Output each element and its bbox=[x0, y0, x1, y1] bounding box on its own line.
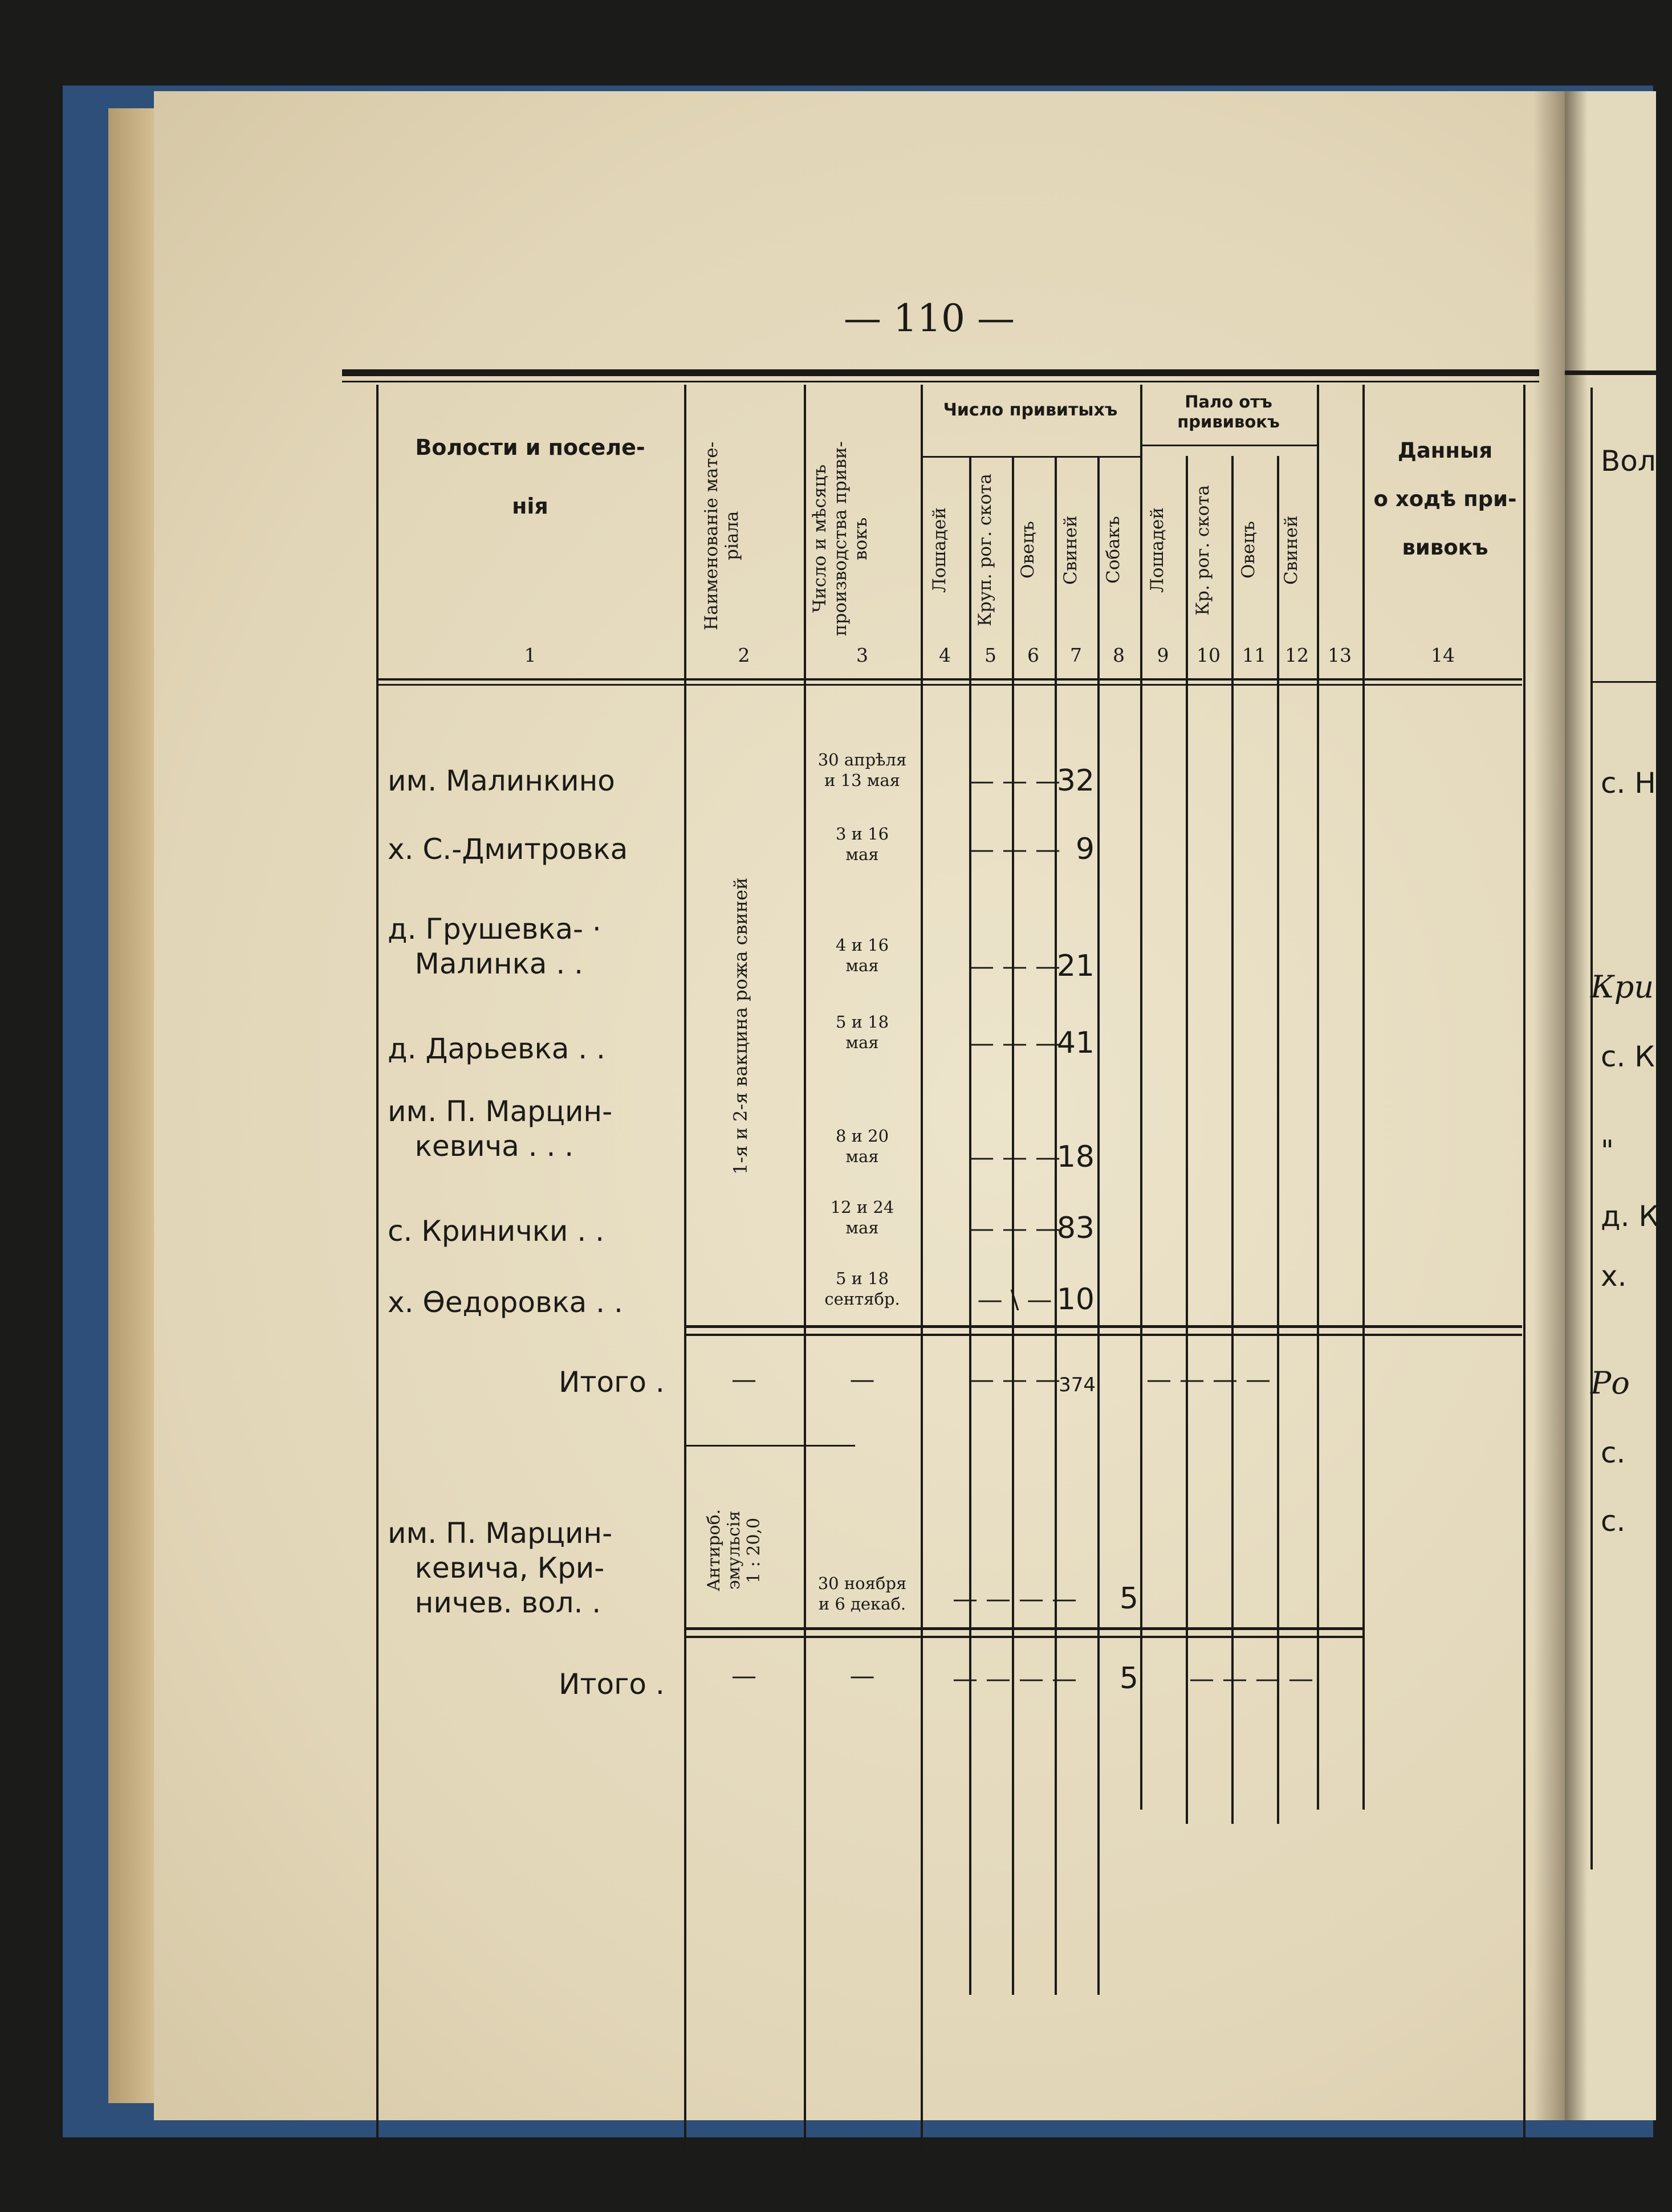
right-page-item: с. bbox=[1601, 1505, 1626, 1538]
row-dashes: — — — bbox=[969, 1143, 1060, 1172]
colnum-3: 3 bbox=[856, 644, 868, 666]
page-number: — 110 — bbox=[844, 296, 1015, 340]
right-page-item: х. bbox=[1601, 1260, 1627, 1293]
colnum-14: 14 bbox=[1431, 644, 1455, 666]
right-page-item: д. К bbox=[1601, 1200, 1659, 1233]
row-pigs: 21 bbox=[1056, 949, 1095, 983]
row-dashes: — — — bbox=[969, 835, 1060, 864]
total2-date: — bbox=[849, 1661, 875, 1690]
header-data: Данныя о ходѣ при- вивокъ bbox=[1373, 438, 1517, 560]
group2-dogs: 5 bbox=[1119, 1582, 1138, 1616]
row-dashes: — \ — bbox=[977, 1285, 1052, 1314]
right-page-item: Ро bbox=[1590, 1365, 1630, 1401]
col-line-8 bbox=[1140, 385, 1142, 1810]
col-line-12 bbox=[1317, 385, 1319, 1810]
col-line-outer-right bbox=[1523, 385, 1525, 2152]
colnum-13: 13 bbox=[1328, 644, 1352, 666]
colnum-9: 9 bbox=[1157, 644, 1169, 666]
right-page-item: с. Н bbox=[1601, 767, 1656, 800]
total1-dashes: — — — bbox=[969, 1365, 1060, 1394]
colnum-8: 8 bbox=[1113, 644, 1125, 666]
row-place: с. Кринички . . bbox=[388, 1215, 605, 1248]
right-page-item: " bbox=[1601, 1134, 1614, 1167]
col-line-13 bbox=[1362, 385, 1365, 1810]
colnum-12: 12 bbox=[1285, 644, 1309, 666]
header-died-pigs: Свиней bbox=[1281, 515, 1301, 585]
row-dashes: — — — bbox=[969, 1214, 1060, 1243]
header-volosti: Волости и поселе- нія bbox=[415, 435, 645, 519]
row-place: им. Малинкино bbox=[388, 764, 615, 797]
group2-top-rule bbox=[684, 1445, 855, 1447]
total2-dashes: — — — — bbox=[953, 1664, 1077, 1693]
header-bottom-rule bbox=[376, 678, 1522, 681]
row-pigs: 41 bbox=[1056, 1026, 1095, 1060]
header-date: Число и мѣсяцъ производства приви- вокъ bbox=[809, 441, 871, 636]
total1-date: — bbox=[849, 1365, 875, 1394]
total2-after: — — — — bbox=[1189, 1664, 1313, 1693]
total1-pigs: 374 bbox=[1059, 1374, 1096, 1396]
group1-material: 1-я и 2-я вакцина рожа свиней bbox=[730, 877, 751, 1175]
total2-top-rule bbox=[684, 1627, 1362, 1630]
header-died-horses: Лошадей bbox=[1147, 507, 1167, 593]
right-page-item: с. bbox=[1601, 1436, 1626, 1469]
colnum-5: 5 bbox=[985, 644, 996, 666]
header-material: Наименованіе мате- ріала bbox=[701, 441, 742, 630]
gutter-shadow bbox=[1533, 91, 1568, 2120]
total1-label: Итого . bbox=[559, 1366, 665, 1399]
row-dashes: — — — bbox=[969, 952, 1060, 981]
total2-material: — bbox=[731, 1661, 756, 1690]
header-vacc-cattle: Круп. рог. скота bbox=[975, 474, 995, 626]
group2-place: им. П. Марцин- кевича, Кри- ничев. вол. . bbox=[388, 1517, 613, 1619]
header-died-cattle: Кр. рог. скота bbox=[1193, 484, 1213, 616]
group-header-rule-1 bbox=[921, 456, 1140, 458]
total2-top-rule-2 bbox=[684, 1636, 1362, 1638]
header-vacc-dogs: Собакъ bbox=[1103, 516, 1124, 584]
row-dashes: — — — bbox=[969, 767, 1060, 796]
total2-label: Итого . bbox=[559, 1668, 665, 1701]
right-page-item: с. К bbox=[1601, 1040, 1655, 1073]
row-pigs: 83 bbox=[1056, 1211, 1095, 1245]
row-pigs: 10 bbox=[1056, 1282, 1095, 1317]
group2-material: Антироб. эмульсія 1 : 20,0 bbox=[704, 1509, 764, 1592]
colnum-11: 11 bbox=[1242, 644, 1266, 666]
colnum-7: 7 bbox=[1070, 644, 1082, 666]
col-line-7 bbox=[1097, 456, 1100, 1995]
total1-after: — — — — bbox=[1146, 1365, 1271, 1394]
row-date: 5 и 18 сентябр. bbox=[824, 1269, 900, 1309]
right-page-header-rule bbox=[1590, 681, 1656, 683]
header-vacc-sheep: Овецъ bbox=[1018, 521, 1038, 579]
row-date: 4 и 16 мая bbox=[835, 935, 889, 976]
row-pigs: 32 bbox=[1056, 764, 1095, 798]
header-bottom-rule-2 bbox=[376, 684, 1522, 686]
row-place: х. С.-Дмитровка bbox=[388, 833, 628, 866]
row-date: 12 и 24 мая bbox=[830, 1197, 894, 1238]
row-place: д. Дарьевка . . bbox=[388, 1032, 605, 1065]
colnum-1: 1 bbox=[524, 644, 536, 666]
colnum-4: 4 bbox=[939, 644, 951, 666]
row-place: х. Ѳедоровка . . bbox=[388, 1286, 623, 1319]
header-died-group: Пало отъ прививокъ bbox=[1177, 392, 1280, 431]
header-vacc-pigs: Свиней bbox=[1060, 515, 1081, 585]
row-place: им. П. Марцин- кевича . . . bbox=[388, 1095, 613, 1163]
right-page-vol: Вол bbox=[1601, 445, 1656, 478]
colnum-10: 10 bbox=[1197, 644, 1221, 666]
row-date: 5 и 18 мая bbox=[835, 1012, 889, 1053]
header-vacc-horses: Лошадей bbox=[929, 507, 950, 593]
group2-date: 30 ноября и 6 декаб. bbox=[817, 1574, 907, 1614]
row-date: 3 и 16 мая bbox=[835, 824, 889, 865]
row-place: д. Грушевка- · Малинка . . bbox=[388, 912, 601, 980]
right-page-top-rule bbox=[1565, 370, 1656, 375]
colnum-6: 6 bbox=[1027, 644, 1039, 666]
row-date: 30 апрѣля и 13 мая bbox=[817, 750, 907, 791]
right-page-shadow bbox=[1565, 91, 1588, 2120]
header-vaccinated-group: Число привитыхъ bbox=[943, 400, 1118, 420]
group2-dashes: — — — — bbox=[953, 1584, 1077, 1614]
table-top-rule bbox=[342, 369, 1539, 376]
header-died-sheep: Овецъ bbox=[1238, 521, 1259, 579]
row-date: 8 и 20 мая bbox=[835, 1126, 889, 1167]
total1-top-rule-2 bbox=[684, 1334, 1522, 1336]
table-top-rule-thin bbox=[342, 381, 1539, 382]
row-dashes: — — — bbox=[969, 1029, 1060, 1058]
right-page-item: Кри bbox=[1590, 969, 1654, 1005]
row-pigs: 9 bbox=[1075, 832, 1095, 866]
group-header-rule-2 bbox=[1140, 445, 1317, 446]
total1-material: — bbox=[731, 1365, 756, 1394]
right-page-frame-line bbox=[1590, 388, 1593, 1869]
total1-top-rule bbox=[684, 1325, 1522, 1328]
total2-dogs: 5 bbox=[1119, 1661, 1138, 1696]
row-pigs: 18 bbox=[1056, 1140, 1095, 1174]
left-page bbox=[154, 91, 1568, 2120]
colnum-2: 2 bbox=[738, 644, 750, 666]
